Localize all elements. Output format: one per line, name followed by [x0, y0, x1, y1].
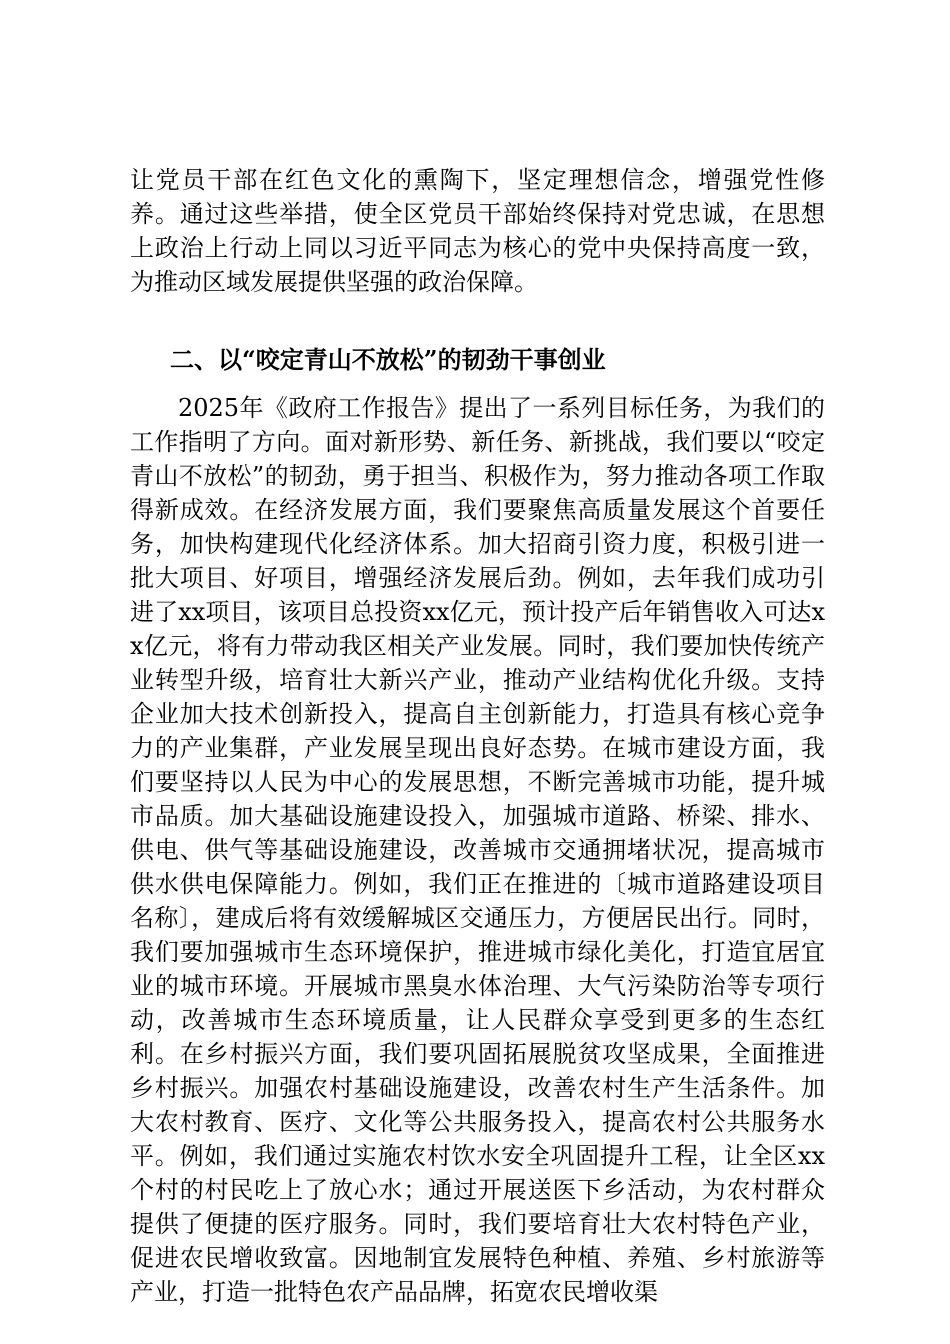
intro-paragraph: 让党员干部在红色文化的熏陶下，坚定理想信念，增强党性修养。通过这些举措，使全区党员干部始终保持对党忠诚，在思想上政治上行动上同以习近平同志为核心的党中央保持高度一致，为推动区域发展提供坚强的政治保障。: [130, 166, 825, 296]
section-heading: 二、以“咬定青山不放松”的韧劲干事创业: [170, 345, 606, 374]
spacer: [130, 299, 825, 343]
spacer: [130, 377, 825, 391]
body-paragraph: 2025年《政府工作报告》提出了一系列目标任务，为我们的工作指明了方向。面对新形势、新任务、新挑战，我们要以“咬定青山不放松”的韧劲，勇于担当、积极作为，努力推动各项工作取得新成效。在经济发展方面，我们要聚焦高质量发展这个首要任务，加快构建现代化经济体系。加大招商引资力度，积极引进一批大项目、好项目，增强经济发展后劲。例如，去年我们成功引进了xx项目，该项目总投资xx亿元，预计投产后年销售收入可达xx亿元，将有力带动我区相关产业发展。同时，我们要加快传统产业转型升级，培育壮大新兴产业，推动产业结构优化升级。支持企业加大技术创新投入，提高自主创新能力，打造具有核心竞争力的产业集群，产业发展呈现出良好态势。在城市建设方面，我们要坚持以人民为中心的发展思想，不断完善城市功能，提升城市品质。加大基础设施建设投入，加强城市道路、桥梁、排水、供电、供气等基础设施建设，改善城市交通拥堵状况，提高城市供水供电保障能力。例如，我们正在推进的〔城市道路建设项目名称〕，建成后将有效缓解城区交通压力，方便居民出行。同时，我们要加强城市生态环境保护，推进城市绿化美化，打造宜居宜业的城市环境。开展城市黑臭水体治理、大气污染防治等专项行动，改善城市生态环境质量，让人民群众享受到更多的生态红利。在乡村振兴方面，我们要巩固拓展脱贫攻坚成果，全面推进乡村振兴。加强农村基础设施建设，改善农村生产生活条件。加大农村教育、医疗、文化等公共服务投入，提高农村公共服务水平。例如，我们通过实施农村饮水安全巩固提升工程，让全区xx个村的村民吃上了放心水；通过开展送医下乡活动，为农村群众提供了便捷的医疗服务。同时，我们要培育壮大农村特色产业，促进农民增收致富。因地制宜发展特色种植、养殖、乡村旅游等产业，打造一批特色农产品品牌，拓宽农民增收渠: [130, 394, 825, 1306]
document-body: [130, 163, 825, 1309]
